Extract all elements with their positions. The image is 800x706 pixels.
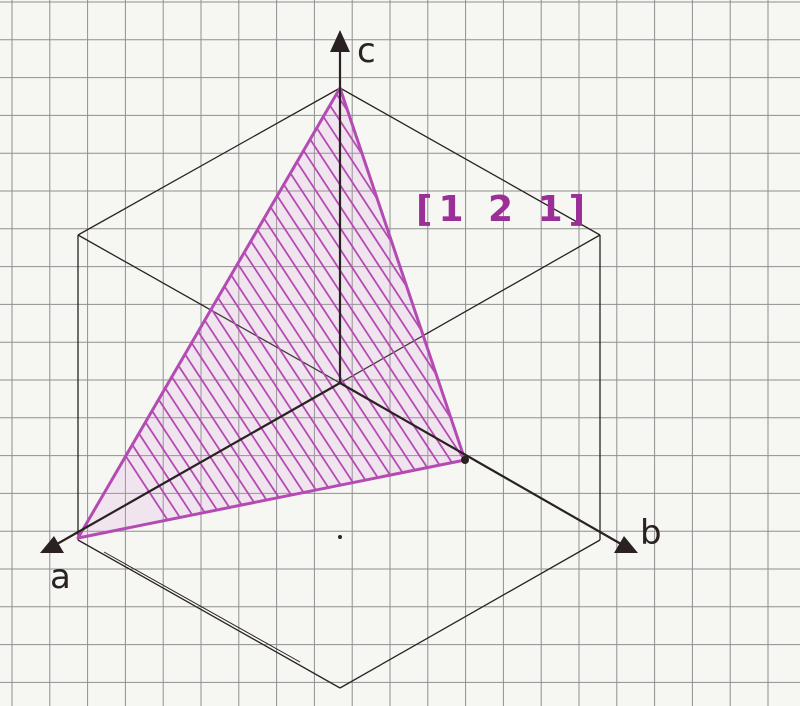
- hatch-line: [375, 0, 800, 673]
- hatch-line: [473, 0, 800, 673]
- axis-a-arrowhead: [40, 536, 64, 553]
- axis-a-label: a: [50, 557, 71, 597]
- hatch-line: [403, 0, 800, 673]
- axis-c-arrowhead: [330, 30, 350, 52]
- hatch-line: [571, 0, 800, 673]
- axis-b-arrowhead: [614, 536, 638, 553]
- hatch-line: [417, 0, 800, 673]
- hatch-line: [445, 0, 800, 673]
- hatch-line: [529, 0, 800, 673]
- center-dot: [338, 535, 342, 539]
- hatch-line: [361, 0, 800, 673]
- hatch-line: [431, 0, 800, 673]
- hatch-line: [557, 0, 800, 673]
- axis-c-label: c: [357, 31, 376, 71]
- intercept-b-dot: [461, 456, 469, 464]
- plane-index-label: [1 2 1]: [416, 189, 592, 230]
- hatch-line: [389, 0, 800, 673]
- axis-b-label: b: [640, 513, 662, 553]
- hatch-line: [459, 0, 800, 673]
- hatch-line: [613, 0, 800, 673]
- cell-edge: [340, 540, 600, 688]
- hatch-line: [599, 0, 800, 673]
- hatch-line: [501, 0, 800, 673]
- hatch-line: [641, 0, 800, 673]
- hatch-line: [515, 0, 800, 673]
- hatch-line: [487, 0, 800, 673]
- hatch-line: [627, 0, 800, 673]
- cell-edge: [78, 540, 340, 688]
- hatch-line: [543, 0, 800, 673]
